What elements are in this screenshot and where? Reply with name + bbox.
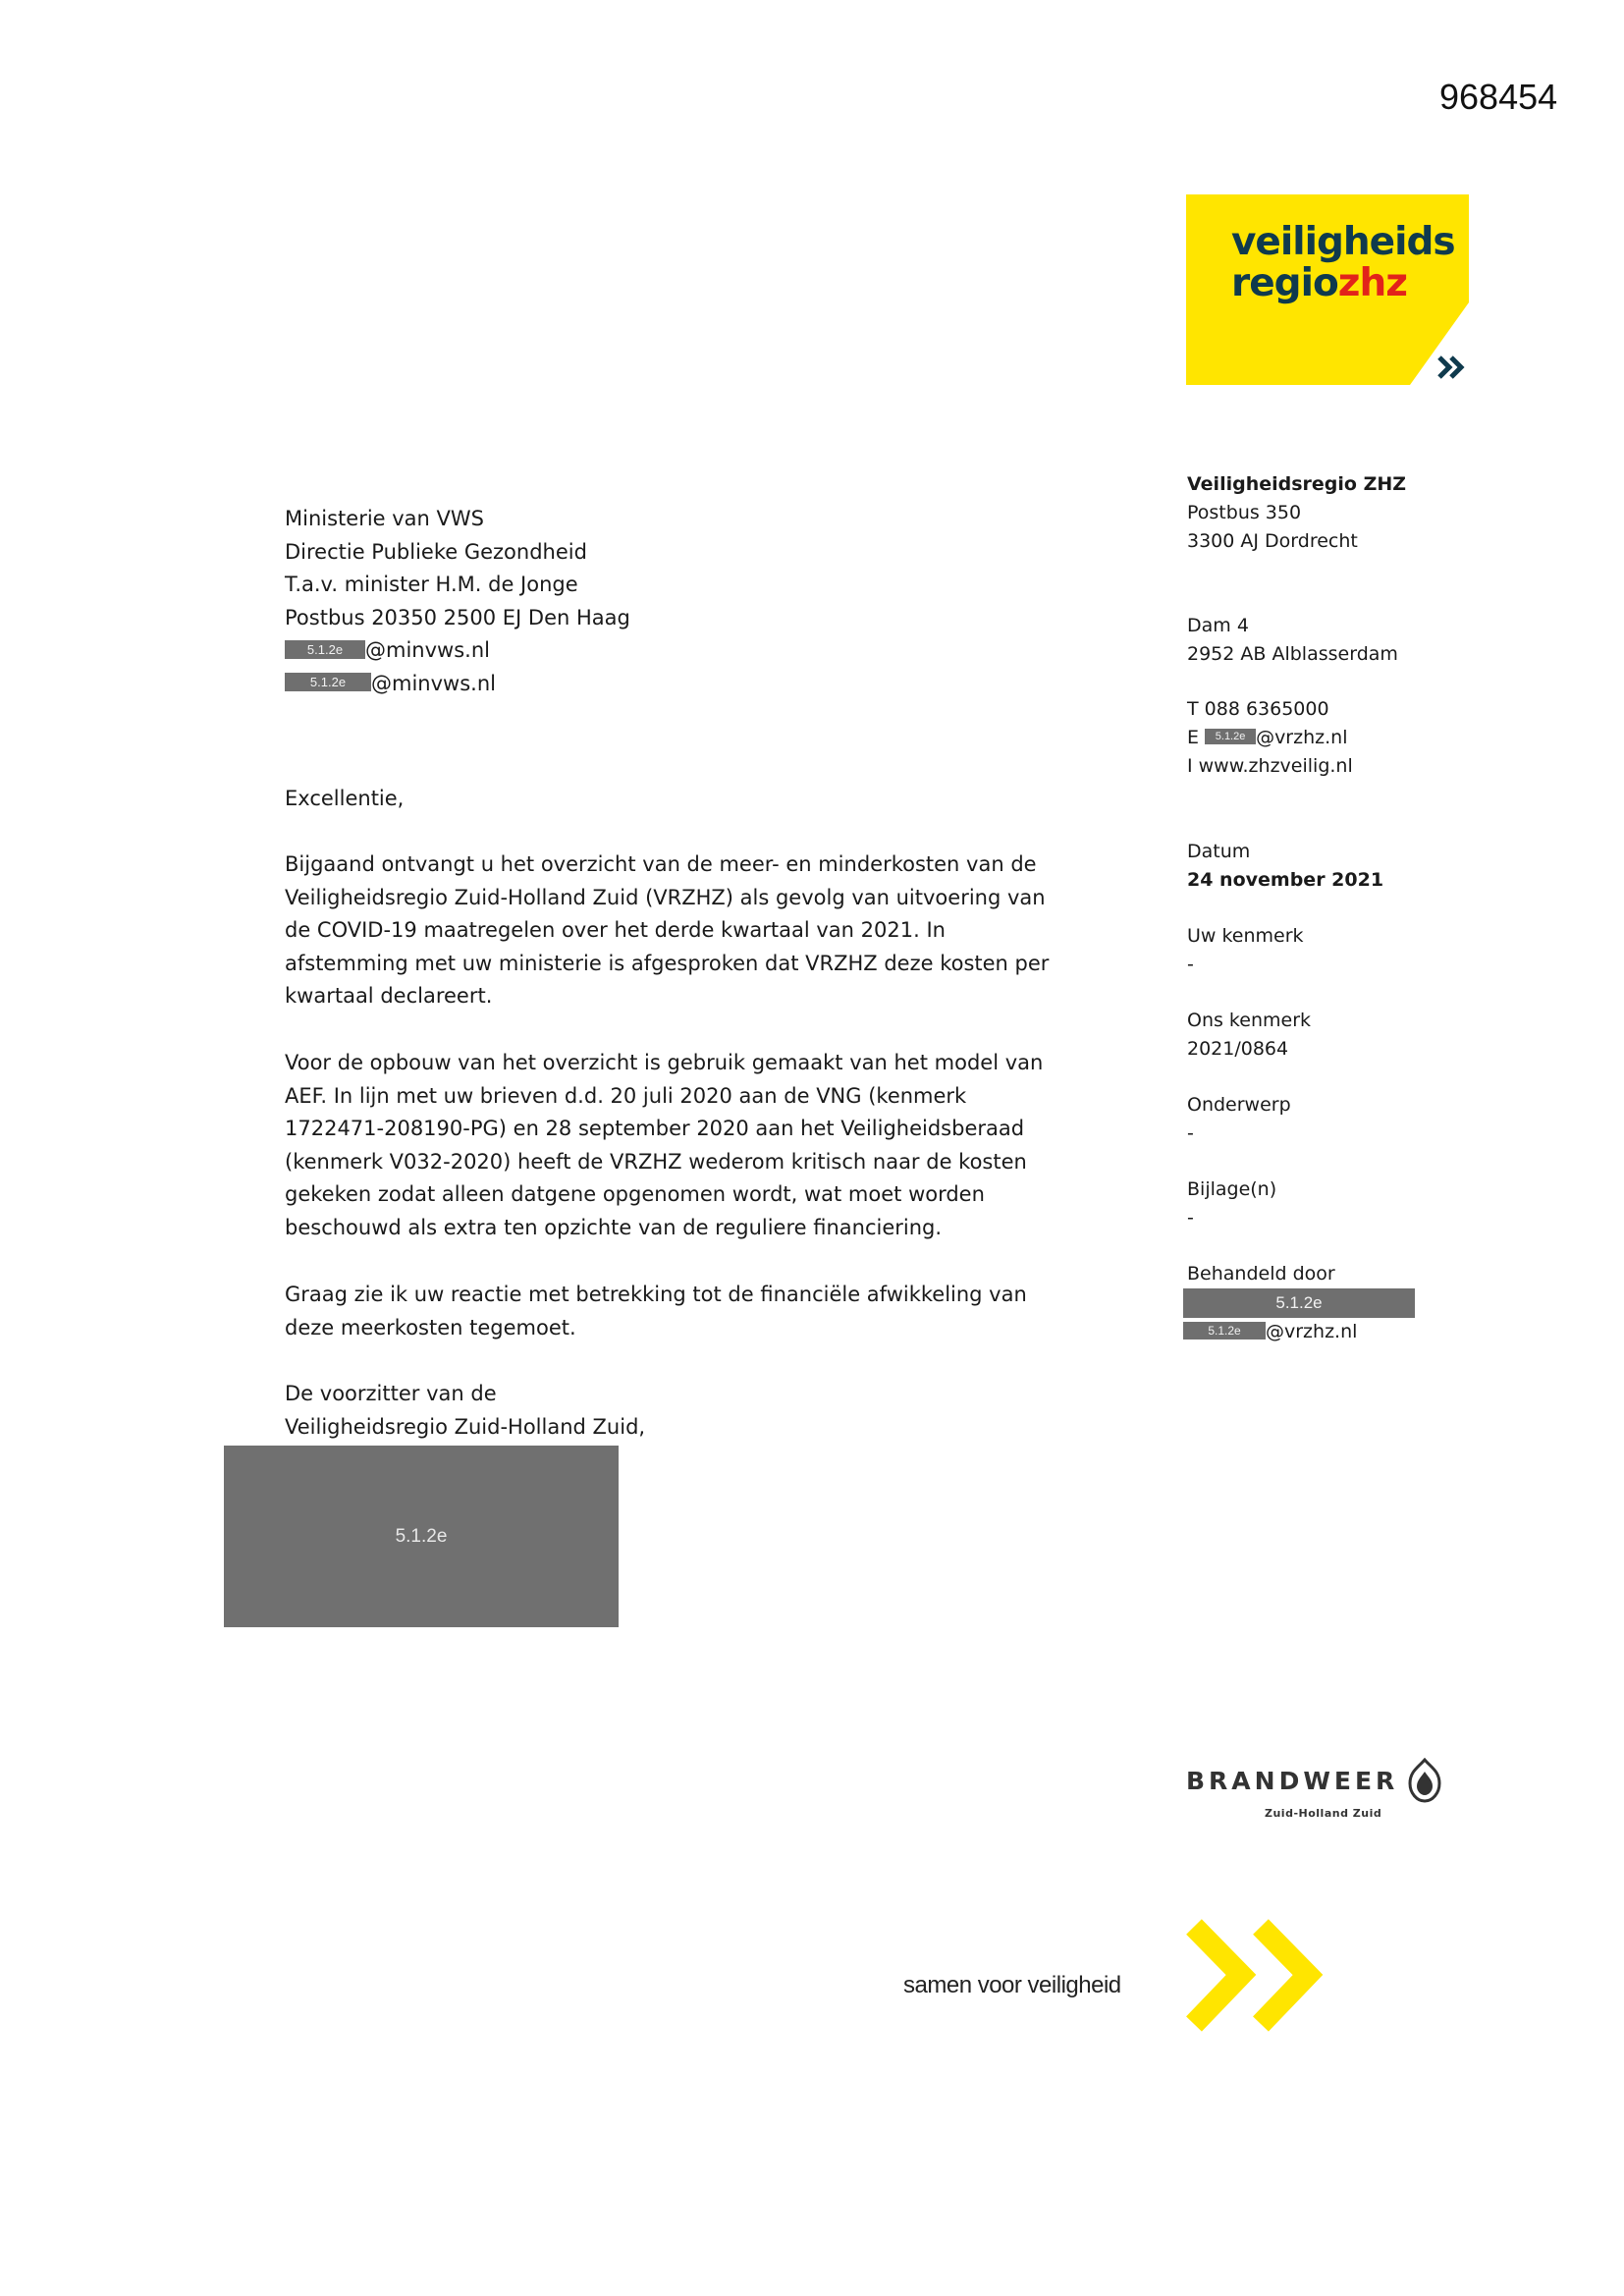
document-number: 968454	[1439, 77, 1558, 117]
redaction-box: 5.1.2e	[1183, 1322, 1266, 1339]
behandeld-label: Behandeld door	[1187, 1263, 1335, 1285]
paragraph-1	[285, 848, 1090, 1013]
onderwerp-value: -	[1187, 1122, 1194, 1144]
text-line: beschouwd als extra ten opzichte van de reguliere financiering.	[285, 1215, 943, 1239]
brandweer-subtitle: Zuid-Holland Zuid	[1265, 1807, 1382, 1820]
recipient-email-1	[285, 634, 630, 668]
email-prefix: E	[1187, 727, 1200, 748]
behandeld-email	[1187, 1318, 1415, 1346]
text-line: gekeken zodat alleen datgene opgenomen wordt, wat moet worden	[285, 1182, 985, 1206]
bijlagen-value: -	[1187, 1207, 1194, 1229]
sender-phone: T 088 6365000	[1187, 698, 1329, 720]
closing	[285, 1378, 1090, 1444]
text-line: Veiligheidsregio Zuid-Holland Zuid,	[285, 1414, 646, 1439]
redaction-box: 5.1.2e	[285, 640, 365, 659]
recipient-line: Postbus 20350 2500 EJ Den Haag	[285, 605, 630, 629]
logo-wordmark	[1231, 222, 1455, 304]
text-line: Graag zie ik uw reactie met betrekking tot de financiële afwikkeling van	[285, 1283, 1027, 1306]
brandweer-wordmark: BRANDWEER	[1186, 1766, 1399, 1795]
text-line: Bijgaand ontvangt u het overzicht van de meer- en minderkosten van de	[285, 852, 1037, 876]
text-line: Voor de opbouw van het overzicht is gebruik gemaakt van het model van	[285, 1051, 1044, 1074]
logo-line-1: veiligheids	[1231, 220, 1455, 264]
recipient-email-2	[285, 668, 630, 701]
sender-website: I www.zhzveilig.nl	[1187, 755, 1353, 777]
recipient-line: T.a.v. minister H.M. de Jonge	[285, 573, 578, 596]
text-line: 1722471-208190-PG) en 28 september 2020 aan het Veiligheidsberaad	[285, 1117, 1025, 1140]
uw-kenmerk-block	[1187, 922, 1304, 979]
recipient-line: Ministerie van VWS	[285, 507, 484, 530]
recipient-email-domain: @minvws.nl	[371, 671, 496, 695]
bijlagen-label: Bijlage(n)	[1187, 1178, 1277, 1200]
chevrons-graphic	[1184, 1919, 1331, 2032]
salutation: Excellentie,	[285, 787, 405, 810]
redaction-box: 5.1.2e	[1205, 729, 1256, 744]
signature-redaction: 5.1.2e	[224, 1446, 619, 1627]
sender-city: 2952 AB Alblasserdam	[1187, 643, 1398, 665]
behandeld-redaction: 5.1.2e	[1183, 1288, 1415, 1318]
email-domain: @vrzhz.nl	[1256, 727, 1348, 748]
ons-kenmerk-label: Ons kenmerk	[1187, 1010, 1312, 1031]
slogan: samen voor veiligheid	[903, 1972, 1121, 1998]
onderwerp-label: Onderwerp	[1187, 1094, 1291, 1116]
sender-postbus: Postbus 350	[1187, 502, 1302, 523]
sender-postcity: 3300 AJ Dordrecht	[1187, 530, 1358, 552]
logo-line-2-regio: regio	[1231, 261, 1338, 305]
text-line: deze meerkosten tegemoet.	[285, 1315, 576, 1339]
sender-contact	[1187, 695, 1353, 781]
yellow-chevrons-icon	[1184, 1919, 1331, 2036]
onderwerp-block	[1187, 1091, 1291, 1148]
ons-kenmerk-block	[1187, 1007, 1311, 1064]
behandeld-email-domain: @vrzhz.nl	[1266, 1321, 1358, 1342]
bijlagen-block	[1187, 1175, 1276, 1232]
brandweer-emblem-icon	[1404, 1756, 1445, 1805]
sender-address	[1187, 470, 1406, 556]
ons-kenmerk-value: 2021/0864	[1187, 1038, 1289, 1060]
uw-kenmerk-value: -	[1187, 954, 1194, 975]
text-line: (kenmerk V032-2020) heeft de VRZHZ wederom kritisch naar de kosten	[285, 1149, 1027, 1174]
text-line: AEF. In lijn met uw brieven d.d. 20 juli 2020 aan de VNG (kenmerk	[285, 1083, 967, 1108]
veiligheidsregio-logo	[1186, 194, 1469, 385]
text-line: kwartaal declareert.	[285, 984, 493, 1008]
paragraph-2	[285, 1047, 1090, 1244]
recipient-address	[285, 503, 630, 700]
sender-street: Dam 4	[1187, 615, 1249, 636]
sender-org-name: Veiligheidsregio ZHZ	[1187, 473, 1407, 495]
recipient-email-domain: @minvws.nl	[365, 638, 490, 662]
datum-block	[1187, 838, 1383, 895]
recipient-line: Directie Publieke Gezondheid	[285, 539, 587, 564]
text-line: Veiligheidsregio Zuid-Holland Zuid (VRZHZ) als gevolg van uitvoering van	[285, 885, 1046, 909]
redaction-box: 5.1.2e	[285, 673, 371, 691]
logo-line-2-zhz: zhz	[1337, 261, 1407, 305]
behandeld-door-block	[1187, 1260, 1415, 1346]
text-line: afstemming met uw ministerie is afgesproken dat VRZHZ deze kosten per	[285, 951, 1050, 975]
sender-email	[1187, 724, 1353, 752]
sender-visit-address	[1187, 612, 1398, 669]
datum-label: Datum	[1187, 841, 1251, 862]
brandweer-logo	[1186, 1756, 1445, 1820]
uw-kenmerk-label: Uw kenmerk	[1187, 925, 1304, 947]
text-line: de COVID-19 maatregelen over het derde kwartaal van 2021. In	[285, 918, 946, 942]
paragraph-3	[285, 1279, 1090, 1344]
datum-value: 24 november 2021	[1187, 869, 1384, 891]
text-line: De voorzitter van de	[285, 1382, 497, 1405]
